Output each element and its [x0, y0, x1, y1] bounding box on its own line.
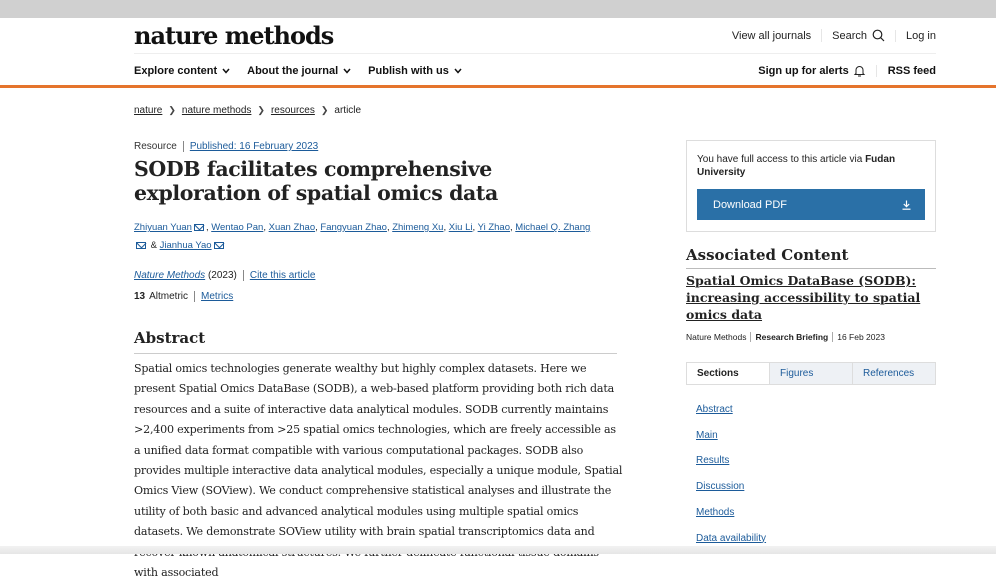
tab-sections[interactable]: Sections	[687, 363, 769, 384]
section-link-methods[interactable]: Methods	[696, 506, 735, 518]
download-pdf-label: Download PDF	[713, 198, 787, 211]
section-link-main[interactable]: Main	[696, 429, 718, 441]
section-link-results[interactable]: Results	[696, 455, 730, 467]
browser-top-strip	[0, 0, 996, 18]
nav-right	[747, 65, 936, 77]
sign-up-alerts-button[interactable]	[747, 65, 875, 77]
associated-article-meta	[686, 332, 889, 342]
section-links	[696, 397, 766, 551]
brand-logo[interactable]: nature methods	[134, 21, 334, 50]
nav-about-journal[interactable]	[247, 65, 351, 77]
breadcrumb	[134, 105, 361, 116]
site-header	[0, 18, 996, 88]
journal-citation-line	[134, 270, 315, 281]
associated-article-link[interactable]: Spatial Omics DataBase (SODB): increasing accessibility to spatial omics data	[686, 273, 921, 322]
author-link[interactable]: Jianhua Yao	[159, 240, 212, 251]
access-box	[686, 140, 936, 232]
chevron-down-icon	[222, 68, 230, 74]
access-message	[697, 153, 925, 179]
nav-publish-label: Publish with us	[368, 65, 449, 77]
sidebar-tabs	[686, 362, 936, 385]
bottom-edge	[0, 546, 996, 554]
author-link[interactable]: Zhimeng Xu	[392, 222, 444, 233]
section-link-abstract[interactable]: Abstract	[696, 404, 733, 415]
section-link-data-availability[interactable]: Data availability	[696, 532, 767, 544]
author-link[interactable]: Fangyuan Zhao	[320, 222, 387, 233]
nav-about-label: About the journal	[247, 65, 339, 77]
tab-references[interactable]: References	[852, 363, 935, 384]
altmetric-label: Altmetric	[149, 291, 189, 302]
nav-explore-content[interactable]	[134, 65, 230, 77]
mail-icon[interactable]	[136, 242, 146, 249]
assoc-date: 16 Feb 2023	[832, 332, 889, 342]
rss-feed-link[interactable]: RSS feed	[876, 65, 936, 77]
access-prefix: You have full access to this article via	[697, 154, 866, 165]
metrics-link[interactable]: Metrics	[194, 291, 233, 302]
tab-figures[interactable]: Figures	[769, 363, 852, 384]
header-utility-links	[722, 29, 936, 42]
assoc-type: Research Briefing	[750, 332, 832, 342]
associated-content-heading: Associated Content	[686, 246, 936, 269]
login-link[interactable]: Log in	[895, 30, 936, 42]
main-nav	[134, 65, 462, 77]
published-date-link[interactable]: Published: 16 February 2023	[183, 141, 318, 152]
article-title: SODB facilitates comprehensive exploration of spatial omics data	[134, 157, 498, 205]
article-meta	[134, 141, 318, 152]
abstract-heading: Abstract	[134, 329, 617, 354]
chevron-down-icon	[343, 68, 351, 74]
chevron-right-icon: ❯	[320, 105, 329, 115]
mail-icon[interactable]	[214, 242, 224, 249]
search-button[interactable]	[821, 29, 895, 42]
author-link[interactable]: Zhiyuan Yuan	[134, 222, 192, 233]
breadcrumb-current: article	[334, 105, 362, 116]
section-link-discussion[interactable]: Discussion	[696, 481, 745, 493]
breadcrumb-resources[interactable]: resources	[270, 105, 315, 116]
altmetric-line	[134, 291, 233, 302]
journal-name-link[interactable]: Nature Methods	[134, 270, 206, 281]
header-divider	[134, 53, 936, 54]
mail-icon[interactable]	[194, 224, 204, 231]
nav-explore-label: Explore content	[134, 65, 218, 77]
view-all-journals-link[interactable]: View all journals	[731, 29, 812, 42]
access-institution: Fudan University	[697, 154, 896, 178]
bell-icon	[854, 65, 865, 77]
author-list: Zhiyuan Yuan , Wentao Pan, Xuan Zhao, Fangyuan Zhao, Zhimeng Xu, Xiu Li, Yi Zhao, Michael Q. Zhang & Jianhua Yao	[134, 222, 591, 251]
abstract-text: Spatial omics technologies generate wealthy but highly complex datasets. Here we present Spatial Omics DataBase (SODB), a web-based platform providing both rich data resources and a suite of interactive data analytical modules. SODB currently maintains >2,400 experiments from >25 spatial omics technologies, which are freely accessible as a unified data format compatible with various computational packages. SODB also provides multiple interactive data analytical modules, especially a unique module, Spatial Omics View (SOView). We conduct comprehensive statistical analyses and illustrate the utility of both basic and advanced analytical modules using multiple spatial omics datasets. We demonstrate SOView utility with brain spatial transcriptomics data and with associated	[134, 362, 623, 580]
chevron-right-icon: ❯	[168, 105, 176, 115]
author-link[interactable]: Michael Q. Zhang	[515, 222, 591, 233]
chevron-down-icon	[454, 68, 462, 74]
author-link[interactable]: Xiu Li	[448, 222, 473, 233]
assoc-journal: Nature Methods	[686, 332, 747, 342]
alerts-label: Sign up for alerts	[758, 65, 849, 77]
author-link[interactable]: Xuan Zhao	[268, 222, 316, 233]
cite-article-link[interactable]: Cite this article	[243, 270, 316, 281]
download-icon	[902, 200, 911, 210]
article-type: Resource	[134, 141, 177, 152]
chevron-right-icon: ❯	[257, 105, 265, 115]
breadcrumb-nature[interactable]: nature	[134, 105, 163, 116]
search-label: Search	[832, 29, 868, 42]
article-year: (2023)	[207, 270, 237, 281]
altmetric-count: 13	[134, 291, 146, 302]
download-pdf-button[interactable]	[697, 189, 925, 220]
author-link[interactable]: Yi Zhao	[477, 222, 510, 233]
author-link[interactable]: Wentao Pan	[211, 222, 264, 233]
search-icon	[872, 29, 885, 42]
nav-publish-with-us[interactable]	[368, 65, 462, 77]
breadcrumb-nature-methods[interactable]: nature methods	[181, 105, 252, 116]
